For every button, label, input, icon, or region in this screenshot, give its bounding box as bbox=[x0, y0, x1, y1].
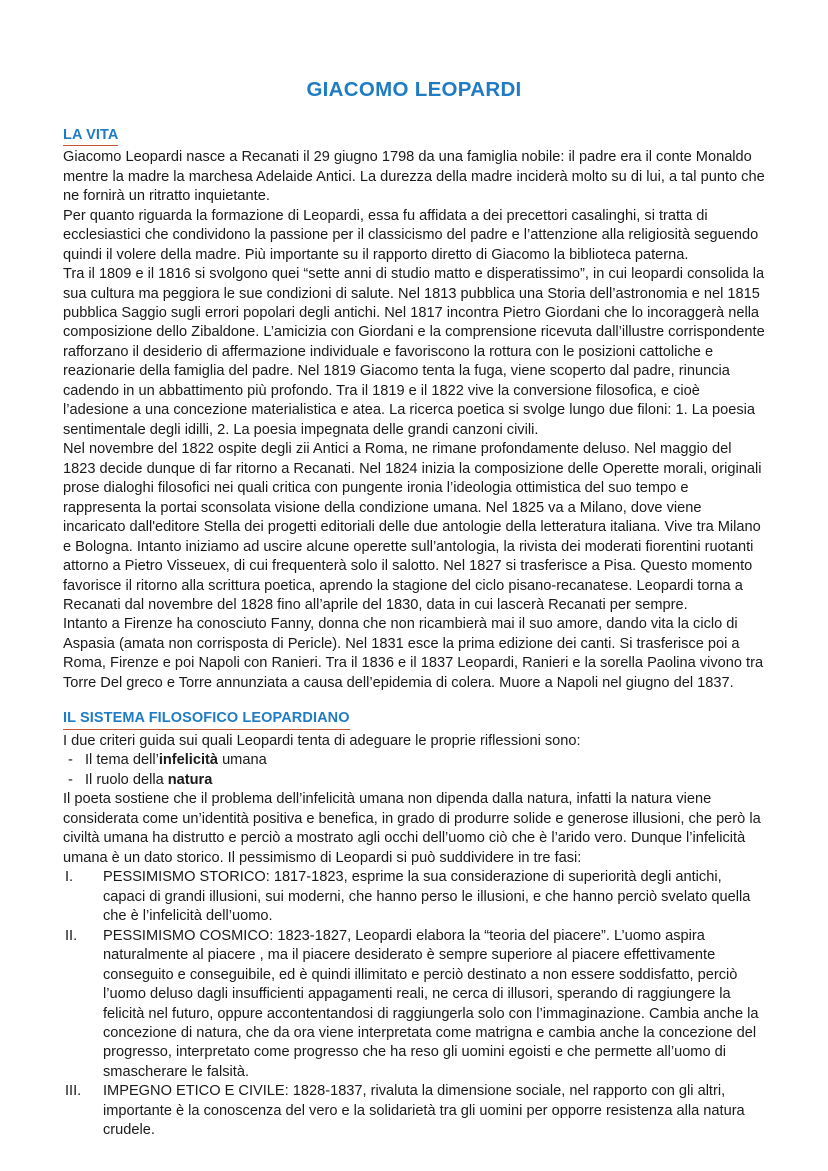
phase-text: PESSIMISMO STORICO: 1817-1823, esprime la sua considerazione di superiorità degli antichi, capaci di grandi illusioni, sui moderni, che hanno perso le illusioni, e che hanno perciò svelato quella che è l’infelicità dell’uomo. bbox=[103, 869, 751, 925]
paragraph-criteri-intro: I due criteri guida sui quali Leopardi tenta di adeguare le proprie riflessioni sono: bbox=[63, 732, 581, 749]
criteria-text-bold: natura bbox=[167, 771, 213, 788]
criteria-text-bold: infelicità bbox=[158, 752, 219, 769]
dash-bullet-icon: - bbox=[68, 771, 73, 788]
page-title: GIACOMO LEOPARDI bbox=[306, 78, 522, 101]
roman-marker: I. bbox=[65, 869, 74, 886]
paragraph-vita-2: Per quanto riguarda la formazione di Leopardi, essa fu affidata a dei precettori casalinghi, si tratta di ecclesiastici che condividono la passione per il classicismo del padre e l’attenzione alla religiosità seguendo quindi il volere della madre. Più importante su il rapporto diretto di Giacomo la biblioteca paterna. bbox=[63, 207, 759, 263]
list-item bbox=[63, 751, 765, 770]
list-item bbox=[63, 927, 765, 1083]
section-heading-sistema-filosofico: IL SISTEMA FILOSOFICO LEOPARDIANO bbox=[63, 709, 350, 730]
dash-bullet-icon: - bbox=[68, 752, 73, 769]
criteria-text-post: umana bbox=[218, 752, 267, 769]
section-la-vita-heading-wrap bbox=[63, 126, 765, 148]
phase-text: IMPEGNO ETICO E CIVILE: 1828-1837, rivaluta la dimensione sociale, nel rapporto con gli altri, importante è la conoscenza del vero e la solidarietà tra gli uomini per opporre resistenza alla natura crudele. bbox=[103, 1083, 745, 1139]
list-item bbox=[63, 771, 765, 790]
criteria-list bbox=[63, 751, 765, 790]
pessimism-phases-list bbox=[63, 868, 765, 1141]
section-heading-la-vita: LA VITA bbox=[63, 126, 118, 147]
list-item bbox=[63, 868, 765, 926]
roman-marker: III. bbox=[65, 1083, 82, 1100]
criteria-text-pre: Il tema dell’ bbox=[85, 752, 159, 769]
criteria-text-pre: Il ruolo della bbox=[85, 771, 168, 788]
paragraph-pessimismo-intro: Il poeta sostiene che il problema dell’infelicità umana non dipenda dalla natura, infatti la natura viene considerata come un’identità positiva e benefica, in grado di produrre solide e generose illusioni, che però la civiltà umana ha distrutto e perciò a mostrato agli occhi dell’uomo ciò che è l’arido vero. Dunque l’infelicità umana è un dato storico. Il pessimismo di Leopardi si può suddividere in tre fasi: bbox=[63, 791, 761, 866]
paragraph-vita-1: Giacomo Leopardi nasce a Recanati il 29 giugno 1798 da una famiglia nobile: il padre era il conte Monaldo mentre la madre la marchesa Adelaide Antici. La durezza della madre inciderà molto su di lui, a tal punto che ne fornirà un ritratto inquietante. bbox=[63, 149, 765, 205]
paragraph-vita-3: Tra il 1809 e il 1816 si svolgono quei “sette anni di studio matto e disperatissimo”, in cui leopardi consolida la sua cultura ma peggiora le sue condizioni di salute. Nel 1813 pubblica una Storia dell’astronomia e nel 1815 pubblica Saggio sugli errori popolari degli antichi. Nel 1817 incontra Pietro Giordani che lo incoraggerà nella composizione dello Zibaldone. L’amicizia con Giordani e la comprensione ricevuta dall’illustre corrispondente rafforzano il desiderio di affermazione individuale e favoriscono la rottura con le posizioni cattoliche e reazionarie della famiglia del padre. Nel 1819 Giacomo tenta la fuga, viene scoperto dal padre, rinuncia cadendo in un abbattimento più profondo. Tra il 1819 e il 1822 vive la conversione filosofica, e cioè l’adesione a una concezione materialistica e atea. La ricerca poetica si svolge lungo due filoni: 1. La poesia sentimentale degli idilli, 2. La poesia impegnata delle grandi canzoni civili. bbox=[63, 266, 765, 438]
phase-text: PESSIMISMO COSMICO: 1823-1827, Leopardi elabora la “teoria del piacere”. L’uomo aspira naturalmente al piacere , ma il piacere desiderato è sempre superiore al piacere effettivamente conseguito e conseguibile, ed è quindi illimitato e perciò destinato a non essere soddisfatto, perciò l’uomo deluso dagli insufficienti appagamenti reali, ne cerca di illusori, sperando di raggiungere la felicità nel futuro, oppure accontentandosi di raggiungerla solo con l’immaginazione. Cambia anche la concezione di natura, che da ora viene interpretata come matrigna e cambia anche la concezione del progresso, interpretato come progresso che ha reso gli uomini egoisti e che permette all’uomo di smascherare le falsità. bbox=[103, 927, 759, 1080]
section-sistema-filosofico-heading-wrap bbox=[63, 709, 765, 731]
paragraph-vita-4: Nel novembre del 1822 ospite degli zii Antici a Roma, ne rimane profondamente deluso. Nel maggio del 1823 decide dunque di far ritorno a Recanati. Nel 1824 inizia la composizione delle Operette morali, originali prose dialoghi filosofici nei quali critica con pungente ironia l’ideologia ottimistica del suo tempo e rappresenta la portai sconsolata visione della condizione umana. Nel 1825 va a Milano, dove viene incaricato dall'editore Stella dei progetti editoriali delle due antologie della letteratura italiana. Vive tra Milano e Bologna. Intanto iniziamo ad uscire alcune operette sull’antologia, la rivista dei moderati fiorentini ruotanti attorno a Pietro Visseuex, di cui frequenterà solo il salotto. Nel 1827 si trasferisce a Pisa. Questo momento favorisce il ritorno alla scrittura poetica, aprendo la stagione del ciclo pisano-recanatese. Leopardi torna a Recanati dal novembre del 1828 fino all’aprile del 1830, data in cui lascerà Recanati per sempre. bbox=[63, 441, 762, 613]
paragraph-vita-5: Intanto a Firenze ha conosciuto Fanny, donna che non ricambierà mai il suo amore, dando vita la ciclo di Aspasia (amata non corrisposta di Pericle). Nel 1831 esce la prima edizione dei canti. Si trasferisce poi a Roma, Firenze e poi Napoli con Ranieri. Tra il 1836 e il 1837 Leopardi, Ranieri e la sorella Paolina vivono tra Torre Del greco e Torre annunziata a causa dell’epidemia di colera. Muore a Napoli nel giugno del 1837. bbox=[63, 616, 764, 691]
roman-marker: II. bbox=[65, 927, 78, 944]
list-item bbox=[63, 1082, 765, 1140]
